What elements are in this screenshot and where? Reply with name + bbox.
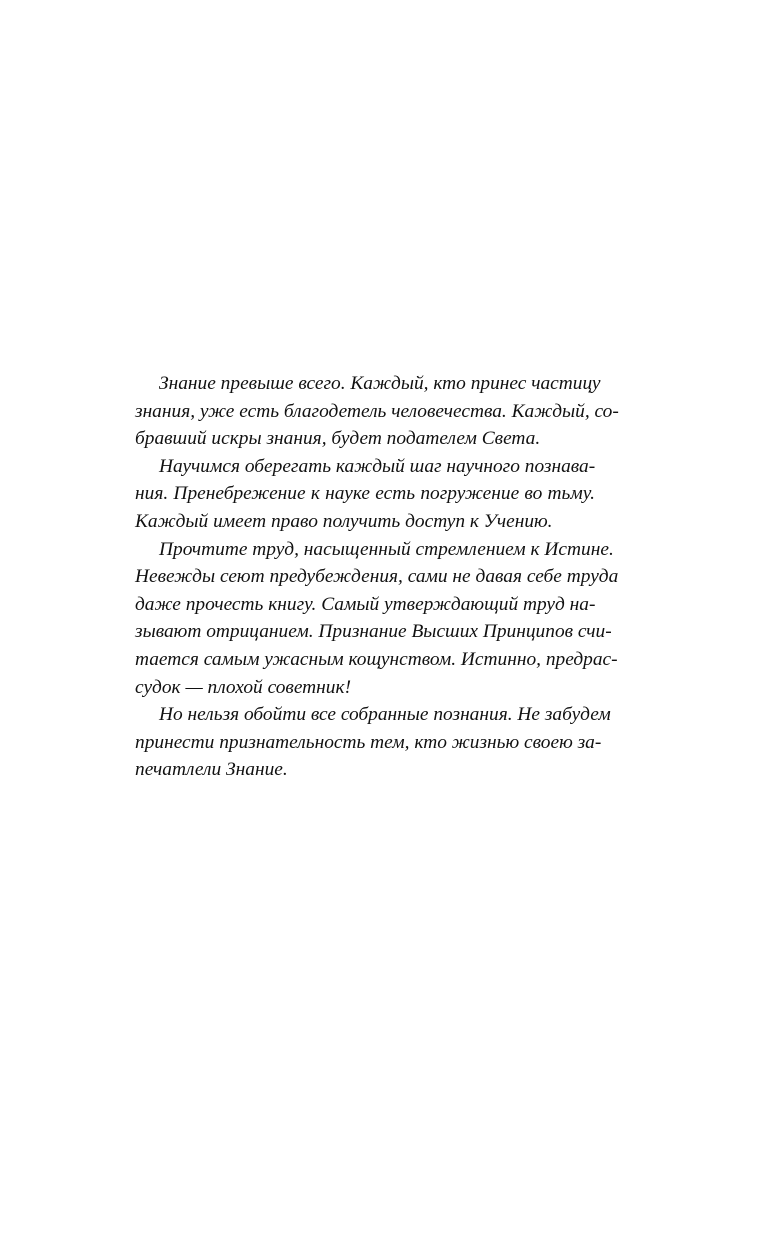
paragraph-1-line-2: знания, уже есть благодетель человечества. Каждый, со- xyxy=(135,400,619,422)
paragraph-2 xyxy=(135,453,595,536)
epigraph-text xyxy=(135,370,619,784)
paragraph-3-line-1: Прочтите труд, насыщенный стремлением к Истине. xyxy=(159,538,614,560)
paragraph-3-line-5: тается самым ужасным кощунством. Истинно, предрас- xyxy=(135,648,618,670)
paragraph-3-line-3: даже прочесть книгу. Самый утверждающий труд на- xyxy=(135,593,596,615)
paragraph-4-line-3: печатлели Знание. xyxy=(135,759,288,781)
paragraph-4-line-2: принести признательность тем, кто жизнью своею за- xyxy=(135,731,602,753)
paragraph-2-line-3: Каждый имеет право получить доступ к Учению. xyxy=(135,510,553,532)
paragraph-1 xyxy=(135,370,619,453)
paragraph-4 xyxy=(135,701,611,784)
paragraph-2-line-2: ния. Пренебрежение к науке есть погружение во тьму. xyxy=(135,483,595,505)
paragraph-3-line-4: зывают отрицанием. Признание Высших Принципов счи- xyxy=(135,621,612,643)
paragraph-4-line-1: Но нельзя обойти все собранные познания. Не забудем xyxy=(159,704,611,726)
paragraph-3-line-2: Невежды сеют предубеждения, сами не давая себе труда xyxy=(135,566,619,588)
paragraph-3 xyxy=(135,536,619,702)
paragraph-1-line-1: Знание превыше всего. Каждый, кто принес частицу xyxy=(159,373,601,394)
paragraph-3-line-6: судок — плохой советник! xyxy=(135,676,352,698)
paragraph-1-line-3: бравший искры знания, будет подателем Света. xyxy=(135,428,541,450)
paragraph-2-line-1: Научимся оберегать каждый шаг научного познава- xyxy=(159,455,596,477)
